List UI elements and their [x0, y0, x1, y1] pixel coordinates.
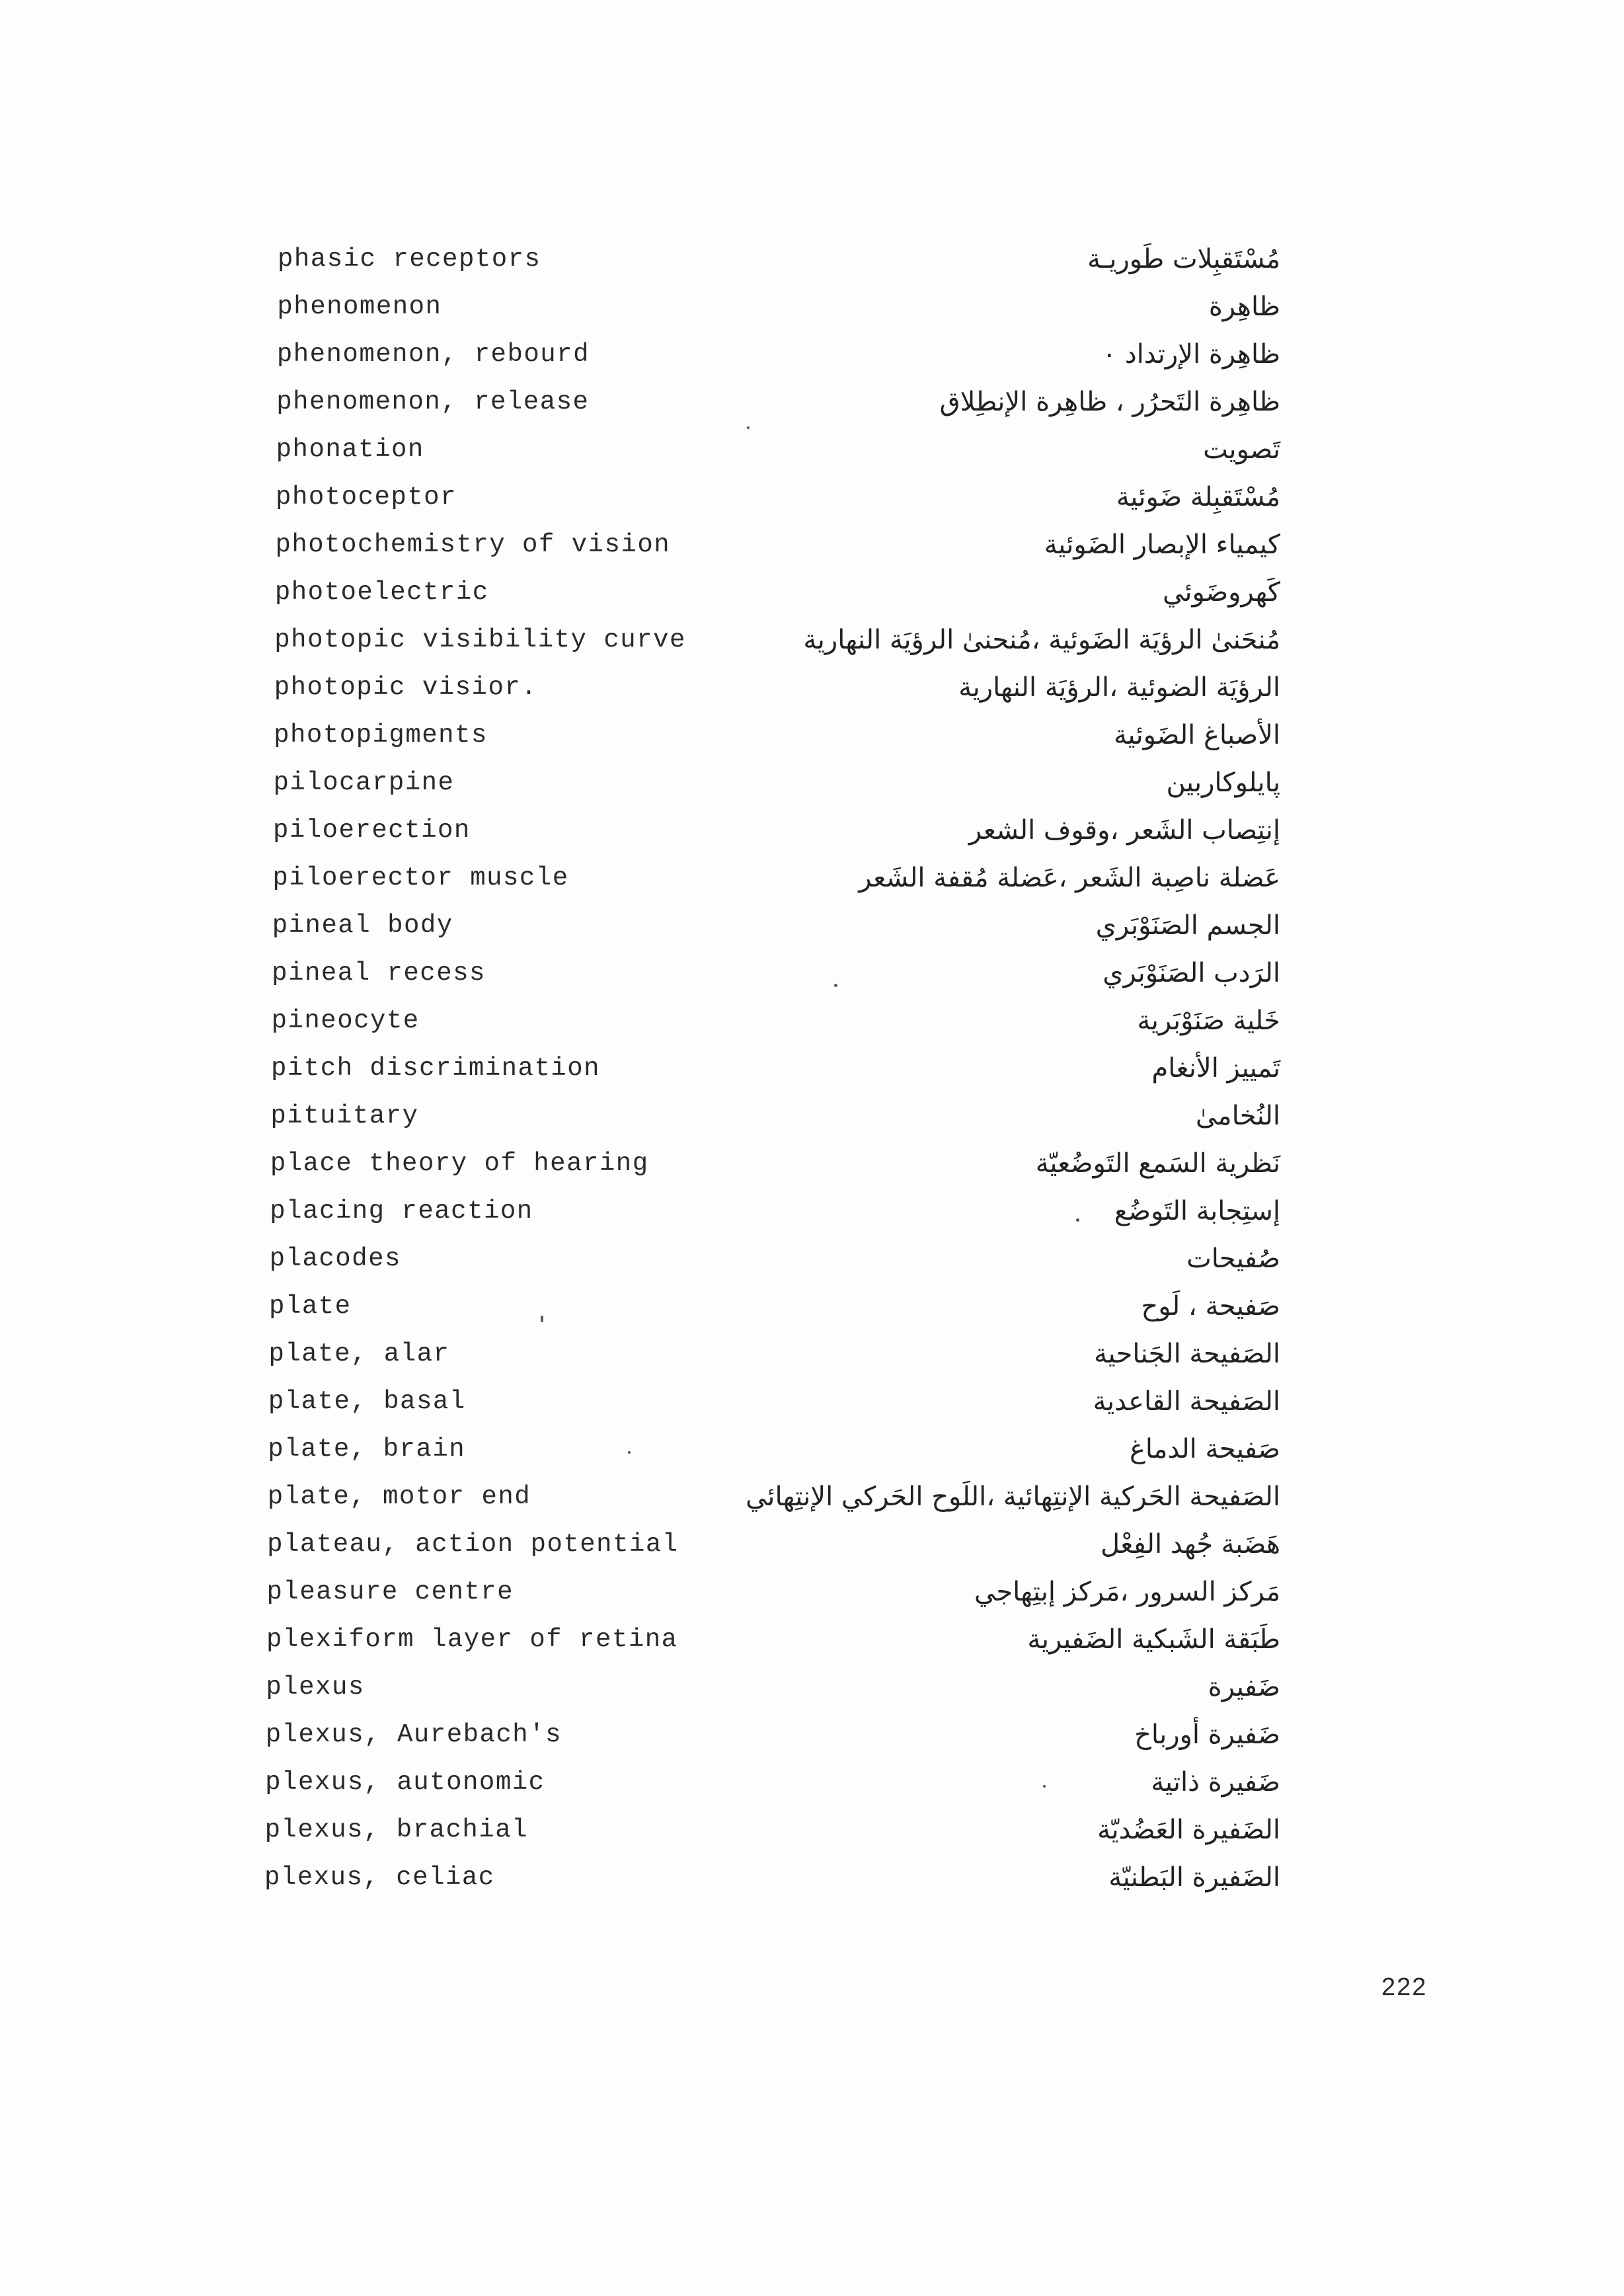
glossary-entry — [0, 1235, 1624, 1283]
english-term: photopigments — [274, 721, 488, 750]
arabic-translation: تَصويت — [1203, 434, 1280, 465]
english-term: photoelectric — [274, 578, 489, 607]
arabic-translation: نَظرية السَمع التَوضُعيّة — [1035, 1148, 1280, 1179]
english-term: plate — [269, 1292, 352, 1321]
english-term: pineocyte — [271, 1006, 420, 1035]
english-term: piloerector muscle — [272, 863, 569, 892]
arabic-translation: مُسْتَقبِلات طَوريـة — [1087, 244, 1280, 274]
english-term: phenomenon, release — [276, 387, 590, 416]
arabic-translation: طَبَقة الشَبكية الضَفيرية — [1027, 1624, 1280, 1655]
scan-speck — [1076, 1218, 1079, 1222]
arabic-translation: صَفيحة ، لَوح — [1141, 1291, 1280, 1322]
arabic-translation: الصَفيحة القاعدية — [1093, 1386, 1280, 1417]
glossary-entry — [0, 1806, 1624, 1854]
arabic-translation: ظاهِرة التَحرُر ، ظاهِرة الإنطِلاق — [939, 387, 1280, 417]
english-term: phenomenon, rebourd — [276, 340, 590, 369]
arabic-translation: النُخامىٰ — [1195, 1101, 1280, 1131]
english-term: plate, basal — [268, 1387, 466, 1416]
english-term: placodes — [269, 1244, 401, 1273]
glossary-entry — [0, 426, 1624, 473]
english-term: piloerection — [272, 816, 471, 845]
glossary-entry — [0, 1616, 1624, 1663]
glossary-entry — [0, 1187, 1624, 1235]
glossary-entry — [0, 711, 1624, 759]
english-term: pilocarpine — [273, 768, 455, 797]
arabic-translation: إنتِصاب الشَعر ،وقوف الشعر — [968, 815, 1280, 846]
glossary-entry — [0, 664, 1624, 711]
arabic-translation: صُفيحات — [1186, 1244, 1280, 1274]
arabic-translation: عَضلة ناصِبة الشَعر ،عَضلة مُقفة الشَعر — [859, 863, 1280, 893]
glossary-entry — [0, 1759, 1624, 1806]
english-term: plate, brain — [268, 1435, 466, 1464]
glossary-entry — [0, 235, 1624, 283]
english-term: plexus, celiac — [264, 1863, 495, 1892]
glossary-entry — [0, 997, 1624, 1045]
glossary-entry — [0, 1711, 1624, 1759]
glossary-entry — [0, 1854, 1624, 1901]
english-term: photopic visior. — [274, 673, 538, 702]
english-term: phenomenon — [277, 292, 442, 321]
english-term: pitch discrimination — [271, 1054, 601, 1083]
arabic-translation: الجسم الصَنَوْبَري — [1095, 910, 1280, 941]
glossary-entry — [0, 521, 1624, 569]
arabic-translation: ضَفيرة ذاتية — [1151, 1767, 1280, 1798]
english-term: phasic receptors — [278, 245, 541, 274]
arabic-translation: الصَفيحة الحَركية الإنتِهائية ،اللَوح الحَركي الإنتِهائي — [745, 1482, 1280, 1512]
english-term: plateau, action potential — [267, 1530, 679, 1559]
arabic-translation: الأصباغ الضَوئية — [1113, 720, 1280, 750]
scan-speck — [834, 984, 837, 987]
glossary-entry — [0, 616, 1624, 664]
arabic-translation: مُنحَنىٰ الرؤيَة الضَوئية ،مُنحنىٰ الرؤيَة النهارية — [803, 625, 1280, 655]
glossary-entry — [0, 1092, 1624, 1140]
english-term: photopic visibility curve — [274, 625, 686, 654]
glossary-entry — [0, 473, 1624, 521]
glossary-entry — [0, 902, 1624, 949]
glossary-entry — [0, 759, 1624, 807]
arabic-translation: مَركز السرور ،مَركز إبتِهاجي — [974, 1577, 1280, 1607]
glossary-entry — [0, 1140, 1624, 1187]
glossary-entry — [0, 1378, 1624, 1425]
arabic-translation: صَفيحة الدماغ — [1129, 1434, 1280, 1464]
glossary-entry — [0, 1521, 1624, 1568]
scan-speck — [1043, 1785, 1046, 1788]
glossary-entry — [0, 1568, 1624, 1616]
english-term: photoceptor — [276, 483, 457, 512]
glossary-entry — [0, 949, 1624, 997]
glossary-entry — [0, 569, 1624, 616]
english-term: pineal body — [272, 911, 453, 940]
glossary-entry — [0, 1425, 1624, 1473]
arabic-translation: هَضَبة جُهد الفِعْل — [1100, 1529, 1280, 1560]
arabic-translation: ضَفيرة أورباخ — [1134, 1720, 1280, 1750]
glossary-entry — [0, 331, 1624, 378]
english-term: plexus, autonomic — [265, 1768, 545, 1797]
glossary-entry — [0, 1045, 1624, 1092]
arabic-translation: ظاهِرة — [1208, 292, 1280, 322]
english-term: place theory of hearing — [270, 1149, 649, 1178]
arabic-translation: الضَفيرة البَطنيّة — [1108, 1862, 1280, 1893]
arabic-translation: پايلوكاربين — [1166, 768, 1280, 798]
scan-speck — [628, 1451, 631, 1454]
arabic-translation: خَلية صَنَوْبَرية — [1137, 1006, 1280, 1036]
page-number: 222 — [1381, 1973, 1428, 2001]
glossary-entry — [0, 807, 1624, 854]
scan-speck — [541, 1316, 543, 1322]
glossary-entry — [0, 1663, 1624, 1711]
arabic-translation: ضَفيرة — [1208, 1672, 1280, 1702]
glossary-entry — [0, 283, 1624, 331]
arabic-translation: كيمياء الإبصار الضَوئية — [1044, 530, 1280, 560]
english-term: plexus, Aurebach's — [265, 1720, 562, 1749]
scan-speck — [747, 426, 750, 429]
english-term: pleasure centre — [266, 1577, 514, 1606]
english-term: phonation — [276, 435, 424, 464]
glossary-entry — [0, 1283, 1624, 1330]
english-term: plexus — [266, 1673, 365, 1702]
english-term: plexus, brachial — [264, 1815, 529, 1844]
arabic-translation: كَهروضَوئي — [1163, 577, 1280, 608]
english-term: pineal recess — [272, 959, 486, 988]
arabic-translation: تَمييز الأنغام — [1151, 1053, 1280, 1084]
english-term: plate, motor end — [267, 1482, 531, 1511]
glossary-entry — [0, 854, 1624, 902]
arabic-translation: الرَدب الصَنَوْبَري — [1102, 958, 1280, 988]
english-term: plexiform layer of retina — [266, 1625, 678, 1654]
english-term: photochemistry of vision — [275, 530, 671, 559]
arabic-translation: إستِجابة التَوضُع — [1114, 1196, 1280, 1226]
arabic-translation: الرؤيَة الضوئية ،الرؤيَة النهارية — [958, 672, 1280, 703]
arabic-translation: الصَفيحة الجَناحية — [1094, 1339, 1280, 1369]
glossary-entry — [0, 1330, 1624, 1378]
glossary-entry — [0, 1473, 1624, 1521]
english-term: plate, alar — [268, 1339, 450, 1368]
arabic-translation: مُسْتَقبِلة ضَوئية — [1116, 482, 1280, 512]
english-term: pituitary — [270, 1101, 419, 1130]
arabic-translation: ظاهِرة الإرتداد ٠ — [1102, 339, 1280, 370]
arabic-translation: الضَفيرة العَضُديّة — [1097, 1815, 1280, 1845]
english-term: placing reaction — [270, 1197, 533, 1226]
glossary-entry — [0, 378, 1624, 426]
